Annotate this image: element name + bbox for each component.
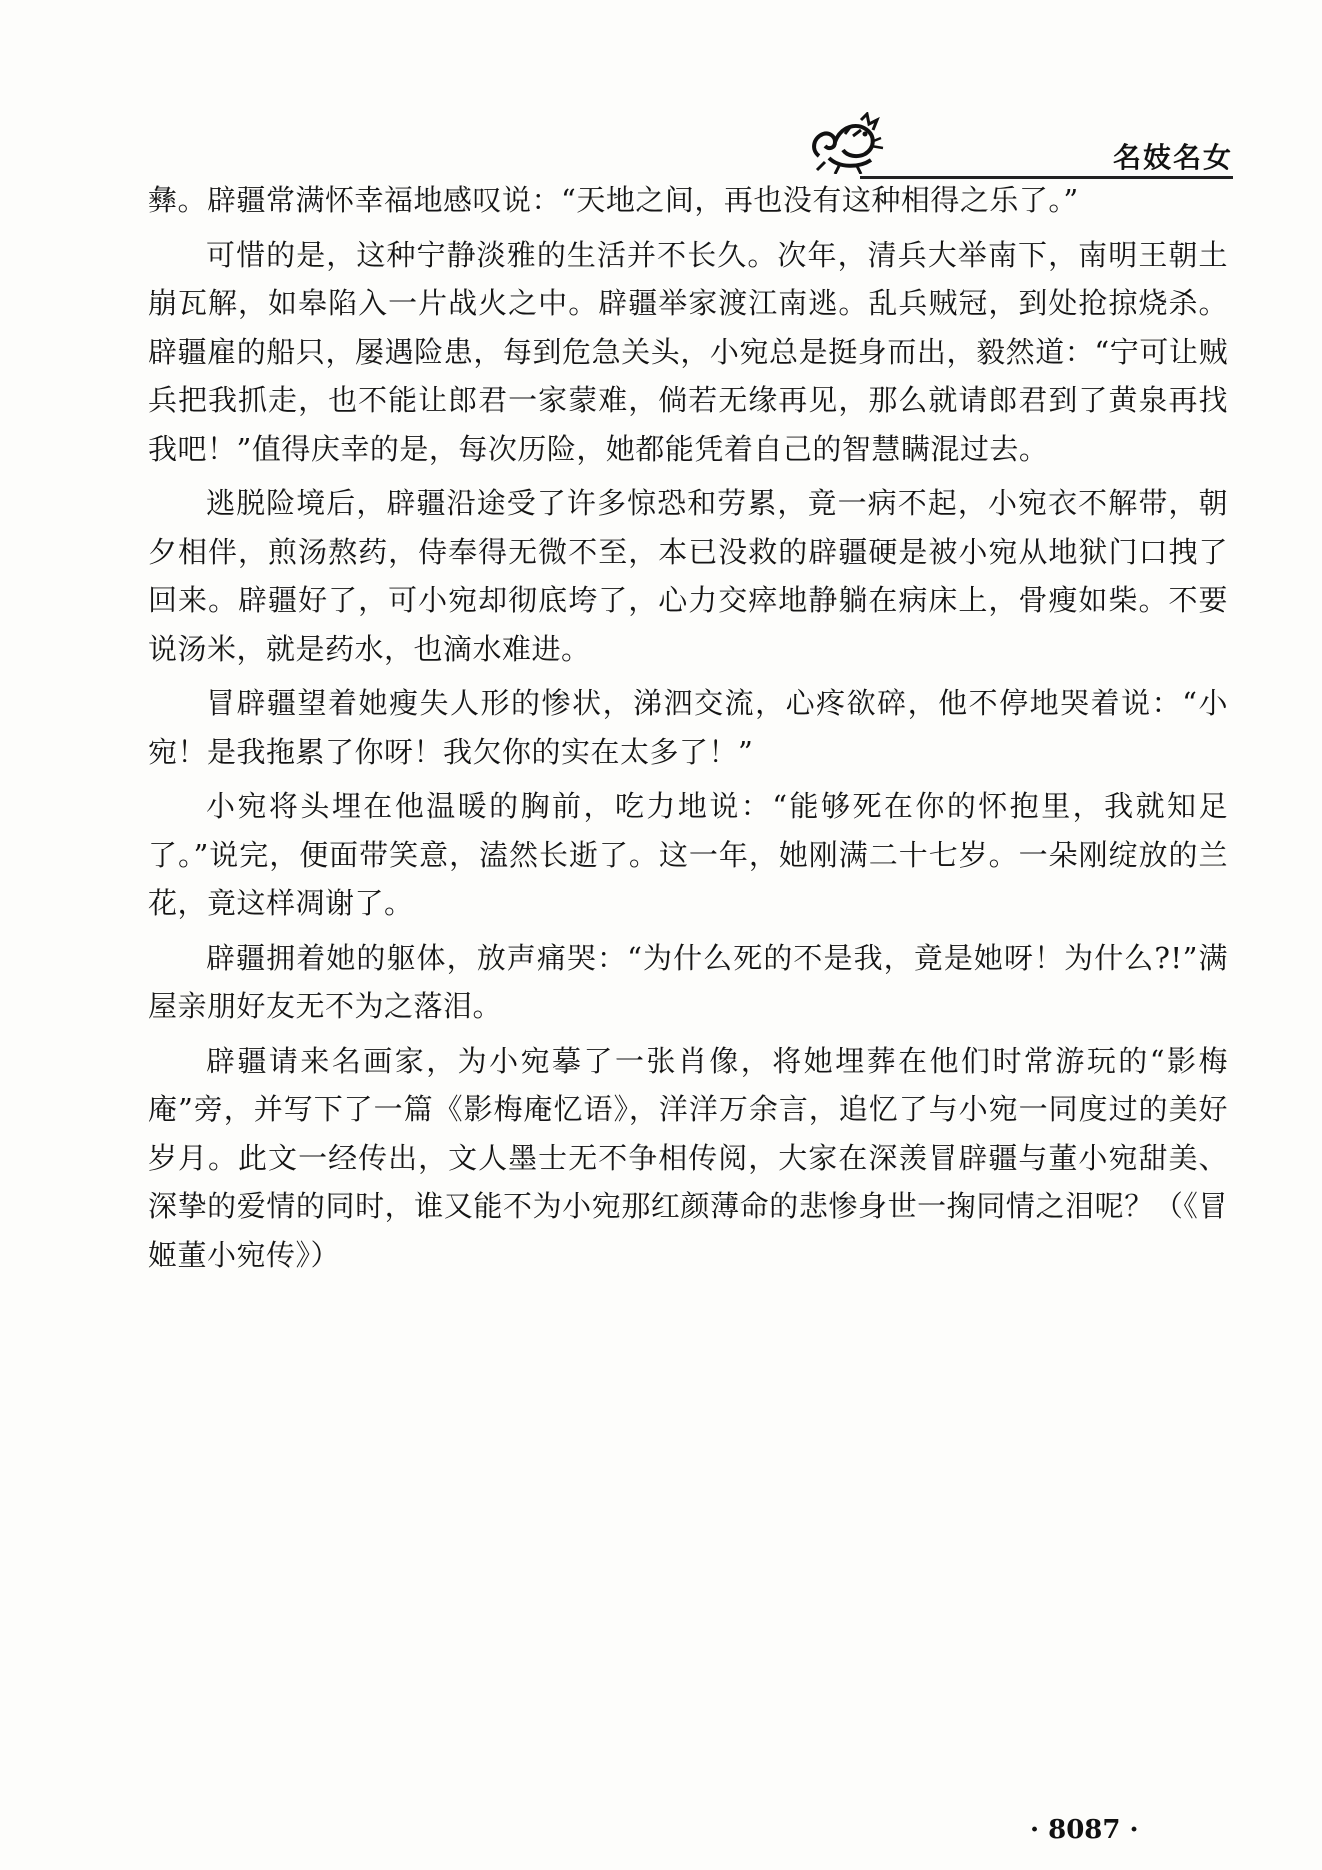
header-title: 名妓名女 (1112, 141, 1233, 174)
paragraph: 辟疆请来名画家，为小宛摹了一张肖像，将她埋葬在他们时常游玩的“影梅庵”旁，并写下了一篇《影梅庵忆语》，洋洋万余言，追忆了与小宛一同度过的美好岁月。此文一经传出，文人墨士无不争相传阅，大家在深羡冒辟疆与董小宛甜美、深挚的爱情的同时，谁又能不为小宛那红颜薄命的悲惨身世一掬同情之泪呢？（《冒姬董小宛传》） (148, 1043, 1228, 1272)
paragraph: 小宛将头埋在他温暖的胸前，吃力地说：“能够死在你的怀抱里，我就知足了。”说完，便面带笑意，溘然长逝了。这一年，她刚满二十七岁。一朵刚绽放的兰花，竟这样凋谢了。 (148, 789, 1228, 920)
dragon-emblem-icon (805, 112, 885, 174)
body-text (148, 176, 1228, 1285)
page-number: · 8087 · (1030, 1815, 1139, 1845)
paragraph: 逃脱险境后，辟疆沿途受了许多惊恐和劳累，竟一病不起，小宛衣不解带，朝夕相伴，煎汤熬药，侍奉得无微不至，本已没救的辟疆硬是被小宛从地狱门口拽了回来。辟疆好了，可小宛却彻底垮了，心力交瘁地静躺在病床上，骨瘦如柴。不要说汤米，就是药水，也滴水难进。 (148, 486, 1228, 666)
paragraph: 可惜的是，这种宁静淡雅的生活并不长久。次年，清兵大举南下，南明王朝土崩瓦解，如皋陷入一片战火之中。辟疆举家渡江南逃。乱兵贼冠，到处抢掠烧杀。辟疆雇的船只，屡遇险患，每到危急关头，小宛总是挺身而出，毅然道：“宁可让贼兵把我抓走，也不能让郎君一家蒙难，倘若无缘再见，那么就请郎君到了黄泉再找我吧！”值得庆幸的是，每次历险，她都能凭着自己的智慧瞒混过去。 (148, 237, 1228, 466)
running-header (805, 112, 1233, 182)
paragraph: 冒辟疆望着她瘦失人形的惨状，涕泗交流，心疼欲碎，他不停地哭着说：“小宛！是我拖累了你呀！我欠你的实在太多了！” (148, 686, 1228, 769)
paragraph: 彝。辟疆常满怀幸福地感叹说：“天地之间，再也没有这种相得之乐了。” (148, 183, 1079, 217)
paragraph: 辟疆拥着她的躯体，放声痛哭：“为什么死的不是我，竟是她呀！为什么?!”满屋亲朋好友无不为之落泪。 (148, 940, 1228, 1023)
